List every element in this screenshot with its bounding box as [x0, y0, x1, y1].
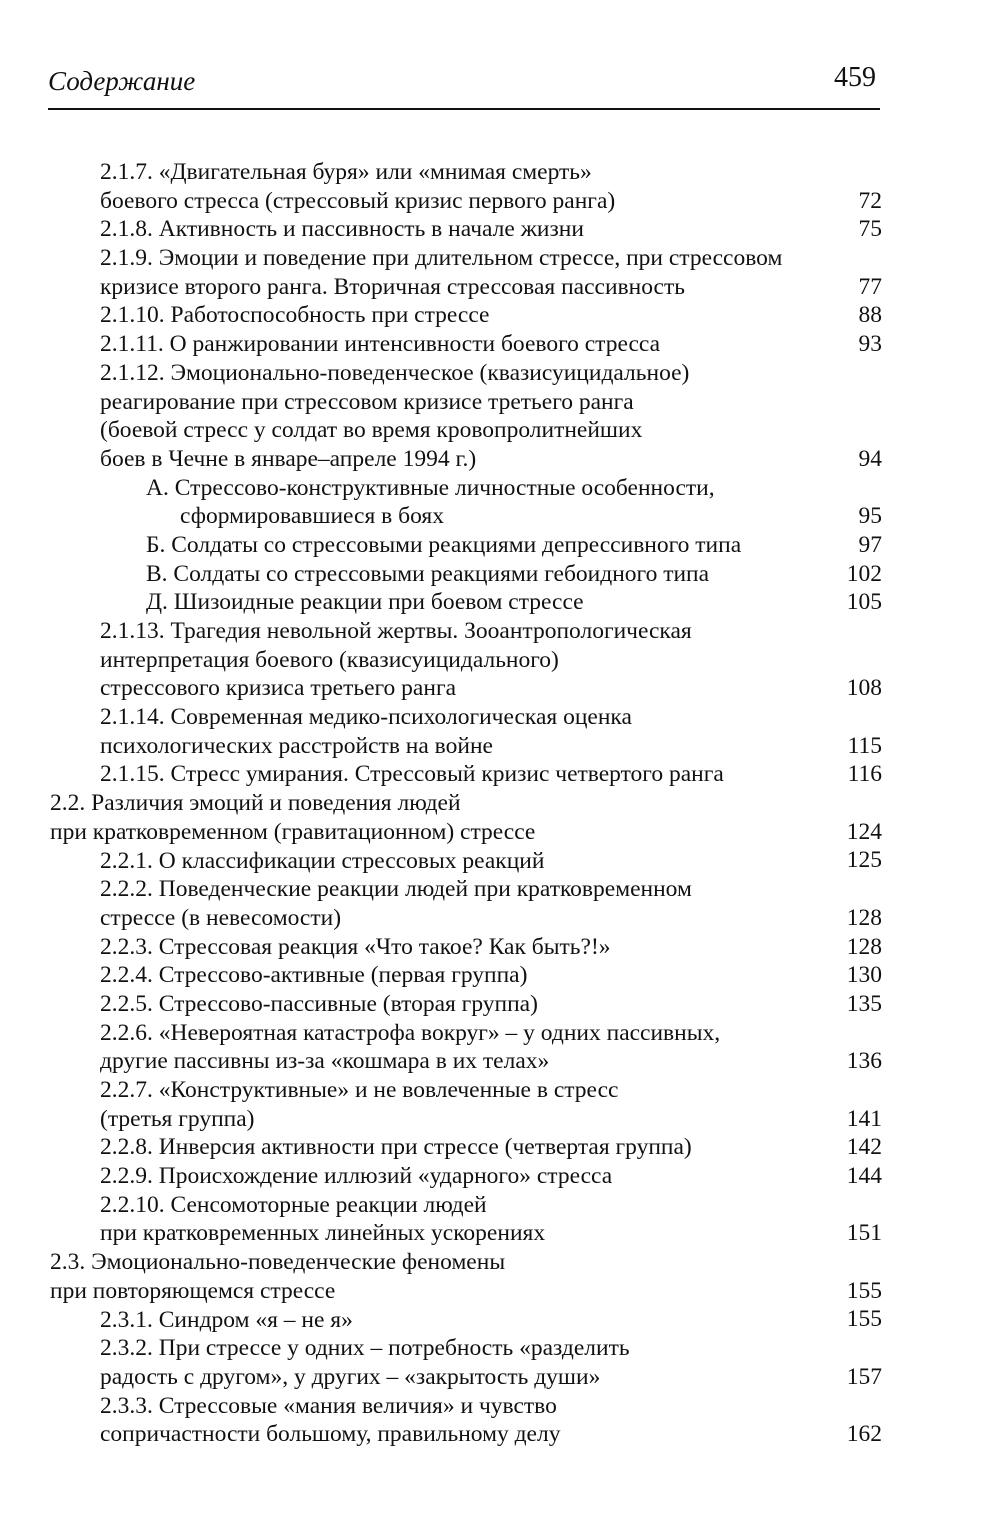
toc-entry-title-line: 2.2.10. Сенсомоторные реакции людей	[100, 1191, 487, 1218]
toc-entry	[0, 847, 1000, 876]
toc-entry-title-line: интерпретация боевого (квазисуицидального)	[100, 646, 559, 673]
toc-entry-title-line: 2.1.9. Эмоции и поведение при длительном стрессе, при стрессовом	[100, 245, 783, 272]
toc-entry-page: 105	[846, 589, 882, 616]
toc-entry-page: 144	[846, 1163, 882, 1190]
toc-entry-page: 77	[858, 273, 882, 300]
toc-entry	[0, 1191, 1000, 1248]
toc-entry-title-line: А. Стрессово-конструктивные личностные особенности,	[146, 474, 715, 501]
toc-entry-page: 124	[846, 818, 882, 845]
toc-entry-title-line: 2.2.8. Инверсия активности при стрессе (четвертая группа)	[100, 1134, 692, 1161]
toc-entry-title-line: 2.1.8. Активность и пассивность в начале жизни	[100, 216, 584, 243]
toc-entry	[0, 359, 1000, 474]
toc-entry	[0, 703, 1000, 760]
toc-entry	[0, 588, 1000, 617]
toc-entry-page: 116	[847, 761, 882, 788]
toc-entry-page: 95	[858, 503, 882, 530]
toc-entry-title-line: 2.2.5. Стрессово-пассивные (вторая группа)	[100, 990, 538, 1017]
toc-entry	[0, 1306, 1000, 1335]
toc-entry-title-line: радость с другом», у других – «закрытость души»	[100, 1363, 601, 1390]
toc-entry	[0, 760, 1000, 789]
toc-entry-title-line: 2.2.6. «Невероятная катастрофа вокруг» – у одних пассивных,	[100, 1019, 721, 1046]
toc-entry	[0, 215, 1000, 244]
toc-entry-title-line: кризисе второго ранга. Вторичная стрессовая пассивность	[100, 273, 685, 300]
toc-entry-page: 130	[846, 962, 882, 989]
toc-entry	[0, 1334, 1000, 1391]
toc-entry	[0, 789, 1000, 846]
toc-entry-page: 108	[846, 675, 882, 702]
toc-entry-title-line: при кратковременном (гравитационном) стрессе	[50, 818, 536, 845]
toc-entry-title-line: 2.3.1. Синдром «я – не я»	[100, 1306, 353, 1333]
toc-entry-title-line: 2.2.2. Поведенческие реакции людей при кратковременном	[100, 876, 692, 903]
toc-entry-title-line: стрессового кризиса третьего ранга	[100, 675, 457, 702]
toc-entry-title-line: 2.2. Различия эмоций и поведения людей	[50, 790, 461, 817]
toc-entry-page: 115	[847, 732, 882, 759]
toc-entry-title-line: другие пассивны из-за «кошмара в их телах»	[100, 1048, 550, 1075]
toc-entry	[0, 875, 1000, 932]
toc-entry	[0, 1162, 1000, 1191]
toc-entry-page: 155	[846, 1277, 882, 1304]
toc-entry-page: 128	[846, 933, 882, 960]
toc-entry	[0, 617, 1000, 703]
toc-entry	[0, 531, 1000, 560]
toc-entry-page: 136	[846, 1048, 882, 1075]
toc-entry-page: 151	[846, 1220, 882, 1247]
toc-entry	[0, 560, 1000, 589]
toc-entry-page: 97	[858, 531, 882, 558]
toc-entry-title-line: Б. Солдаты со стрессовыми реакциями депрессивного типа	[146, 531, 742, 558]
toc-entry-title-line: 2.2.4. Стрессово-активные (первая группа)	[100, 962, 528, 989]
toc-entry-title-line: при кратковременных линейных ускорениях	[100, 1220, 546, 1247]
toc-entry-page: 75	[858, 216, 882, 243]
toc-entry	[0, 158, 1000, 215]
toc-entry	[0, 1133, 1000, 1162]
toc-entry	[0, 301, 1000, 330]
toc-entry-title-line: стрессе (в невесомости)	[100, 904, 342, 931]
toc-entry-page: 142	[846, 1134, 882, 1161]
toc-entry-title-line: 2.1.14. Современная медико-психологическая оценка	[100, 704, 632, 731]
toc-entry-title-line: 2.1.11. О ранжировании интенсивности боевого стресса	[100, 331, 661, 358]
toc-entry-title-line: сформировавшиеся в боях	[180, 503, 444, 530]
toc-entry-title-line: 2.3. Эмоционально-поведенческие феномены	[50, 1249, 506, 1276]
toc-entry	[0, 244, 1000, 301]
toc-entry	[0, 474, 1000, 531]
toc-entry	[0, 1248, 1000, 1305]
toc-entry-title-line: реагирование при стрессовом кризисе третьего ранга	[100, 388, 634, 415]
toc-entry-title-line: В. Солдаты со стрессовыми реакциями гебоидного типа	[146, 560, 710, 587]
toc-entry-page: 162	[846, 1421, 882, 1448]
toc-entry-title-line: Д. Шизоидные реакции при боевом стрессе	[146, 589, 584, 616]
toc-entry	[0, 1019, 1000, 1076]
toc-entry-title-line: 2.1.13. Трагедия невольной жертвы. Зооантропологическая	[100, 618, 692, 644]
toc-entry-page: 125	[846, 847, 882, 874]
toc-entry-page: 102	[846, 560, 882, 587]
toc-entry-page: 157	[846, 1363, 882, 1390]
toc-entry-title-line: боевого стресса (стрессовый кризис первого ранга)	[100, 187, 616, 214]
toc-entry-page: 72	[858, 187, 882, 214]
toc-entry-title-line: 2.2.3. Стрессовая реакция «Что такое? Как быть?!»	[100, 933, 611, 960]
toc-entry-page: 135	[846, 990, 882, 1017]
toc-entry-title-line: 2.1.15. Стресс умирания. Стрессовый кризис четвертого ранга	[100, 761, 724, 788]
running-head	[48, 62, 880, 110]
toc-entry-title-line: при повторяющемся стрессе	[50, 1277, 336, 1304]
toc-entry	[0, 933, 1000, 962]
toc-entry-title-line: (боевой стресс у солдат во время кровопролитнейших	[100, 417, 643, 444]
toc-entry	[0, 1076, 1000, 1133]
toc-entry-title-line: 2.2.9. Происхождение иллюзий «ударного» стресса	[100, 1163, 613, 1190]
toc-entry-title-line: (третья группа)	[100, 1105, 255, 1132]
toc-entry	[0, 990, 1000, 1019]
toc-entry	[0, 961, 1000, 990]
toc-entry-title-line: боев в Чечне в январе–апреле 1994 г.)	[100, 445, 477, 472]
page-number: 459	[834, 62, 876, 93]
toc-entry-title-line: 2.1.12. Эмоционально-поведенческое (квазисуицидальное)	[100, 359, 690, 386]
toc-entry-page: 155	[846, 1306, 882, 1333]
toc-entry-page: 88	[858, 302, 882, 329]
table-of-contents	[0, 158, 1000, 1449]
toc-entry	[0, 330, 1000, 359]
toc-entry-page: 128	[846, 904, 882, 931]
running-title: Содержание	[48, 66, 196, 96]
toc-entry-title-line: 2.2.1. О классификации стрессовых реакций	[100, 847, 545, 874]
toc-entry-title-line: 2.2.7. «Конструктивные» и не вовлеченные в стресс	[100, 1077, 619, 1103]
toc-entry	[0, 1392, 1000, 1449]
toc-entry-page: 141	[846, 1105, 882, 1132]
toc-entry-title-line: психологических расстройств на войне	[100, 732, 493, 759]
toc-entry-title-line: 2.3.2. При стрессе у одних – потребность «разделить	[100, 1335, 630, 1362]
toc-entry-title-line: 2.1.7. «Двигательная буря» или «мнимая смерть»	[100, 159, 592, 185]
toc-entry-page: 93	[858, 331, 882, 358]
toc-entry-page: 94	[858, 445, 882, 472]
toc-entry-title-line: сопричастности большому, правильному делу	[100, 1421, 561, 1448]
toc-entry-title-line: 2.3.3. Стрессовые «мания величия» и чувство	[100, 1392, 557, 1419]
toc-entry-title-line: 2.1.10. Работоспособность при стрессе	[100, 302, 490, 329]
